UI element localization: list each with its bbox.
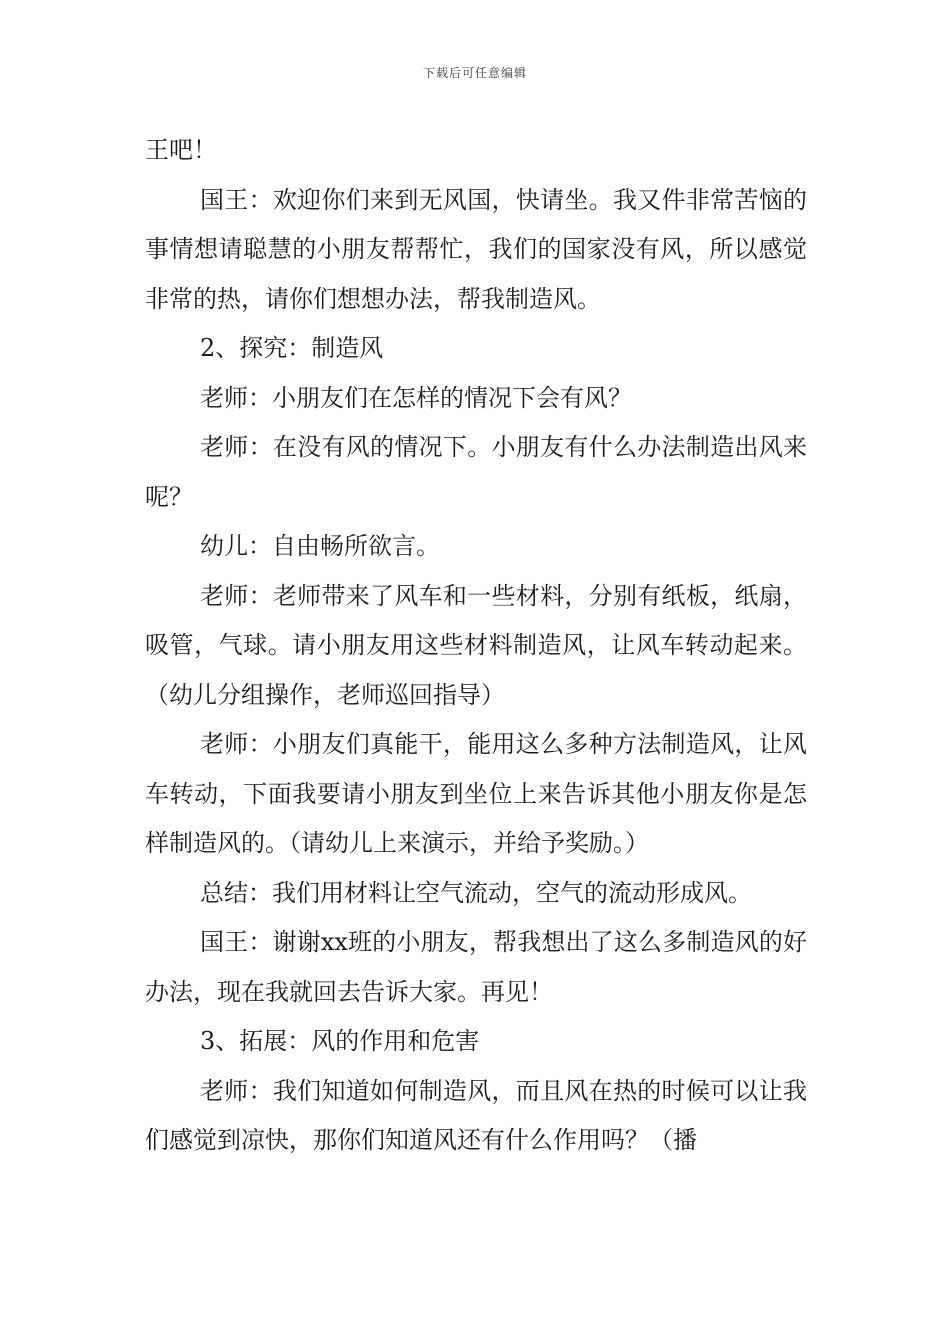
paragraph-5: 老师：在没有风的情况下。小朋友有什么办法制造出风来呢？	[145, 433, 807, 511]
paragraph-4: 老师：小朋友们在怎样的情况下会有风？	[200, 383, 632, 412]
paragraph-2: 国王：欢迎你们来到无风国，快请坐。我又件非常苦恼的事情想请聪慧的小朋友帮帮忙，我们的国家没有风，所以感觉非常的热，请你们想想办法，帮我制造风。	[145, 185, 807, 313]
paragraph-6: 幼儿：自由畅所欲言。	[200, 532, 440, 560]
page-header: 下载后可任意编辑	[422, 66, 527, 80]
paragraph-9: 总结：我们用材料让空气流动，空气的流动形成风。	[200, 878, 752, 907]
paragraph-7: 老师：老师带来了风车和一些材料，分别有纸板，纸扇，吸管，气球。请小朋友用这些材料制造风，让风车转动起来。（幼儿分组操作，老师巡回指导）	[145, 581, 807, 709]
paragraph-12: 老师：我们知道如何制造风，而且风在热的时候可以让我们感觉到凉快，那你们知道风还有什么作用吗？（播	[145, 1076, 807, 1154]
section-heading-2: 2、探究：制造风	[200, 334, 384, 362]
paragraph-10: 国王：谢谢xx班的小朋友，帮我想出了这么多制造风的好办法，现在我就回去告诉大家。再见！	[145, 928, 807, 1006]
section-heading-3: 3、拓展：风的作用和危害	[200, 1027, 480, 1055]
paragraph-8: 老师：小朋友们真能干，能用这么多种方法制造风，让风车转动，下面我要请小朋友到坐位上来告诉其他小朋友你是怎样制造风的。（请幼儿上来演示，并给予奖励。）	[145, 730, 807, 857]
paragraph-1: 王吧！	[145, 136, 217, 164]
document-body	[145, 126, 807, 1166]
